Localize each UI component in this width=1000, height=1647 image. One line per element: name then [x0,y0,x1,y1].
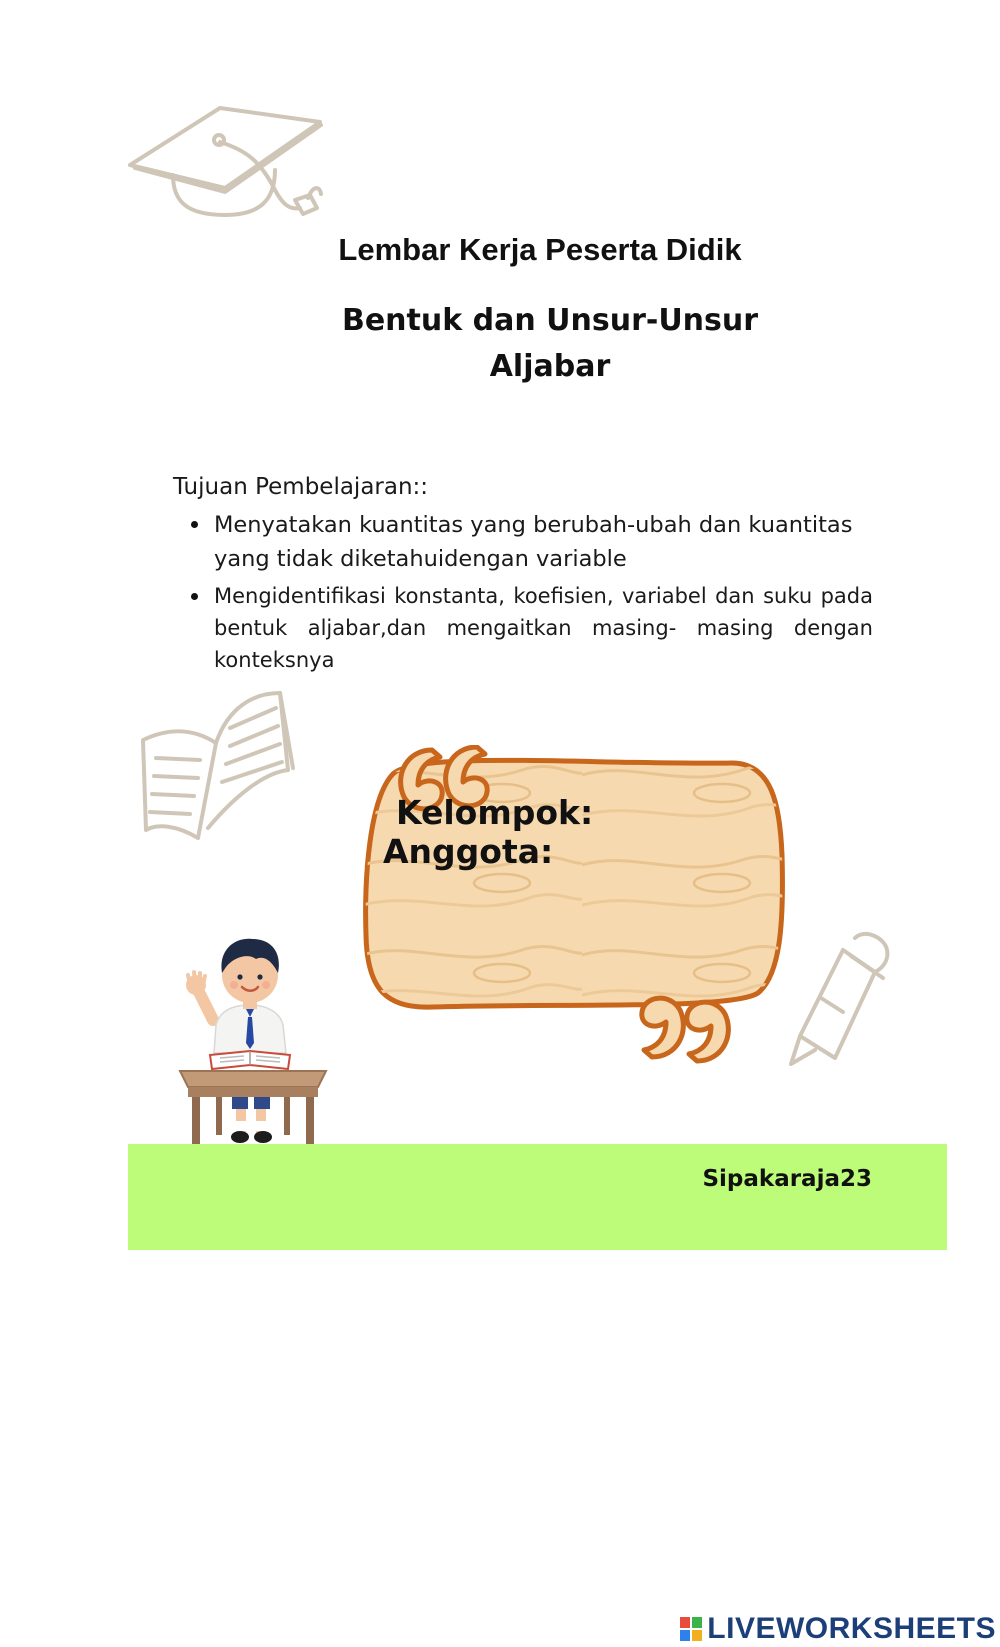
student-at-desk-illustration [168,925,338,1145]
page-subtitle [300,298,800,390]
footer-bar [128,1144,947,1250]
members-label: Anggota: [383,832,554,871]
subtitle-line-2: Aljabar [489,349,611,384]
brand-name: LIVEWORKSHEETS [707,1612,996,1645]
pencil-icon [785,928,895,1068]
brand-logo [679,1612,996,1646]
goal-item: Menyatakan kuantitas yang berubah-ubah dan kuantitas yang tidak diketahuidengan variable [188,508,873,576]
author-name: Sipakaraja23 [702,1166,872,1192]
goals-heading: Tujuan Pembelajaran:: [173,474,429,500]
goal-item: Mengidentifikasi konstanta, koefisien, variabel dan suku pada bentuk aljabar,dan mengaitkan masing- masing dengan konteksnya [188,580,873,676]
open-book-icon [138,688,298,848]
graduation-cap-icon [125,100,340,230]
liveworksheets-logo-icon [679,1616,703,1642]
goals-list [188,508,873,676]
page-title: Lembar Kerja Peserta Didik [338,232,742,267]
group-label: Kelompok: [396,793,594,832]
subtitle-line-1: Bentuk dan Unsur-Unsur [341,303,759,338]
